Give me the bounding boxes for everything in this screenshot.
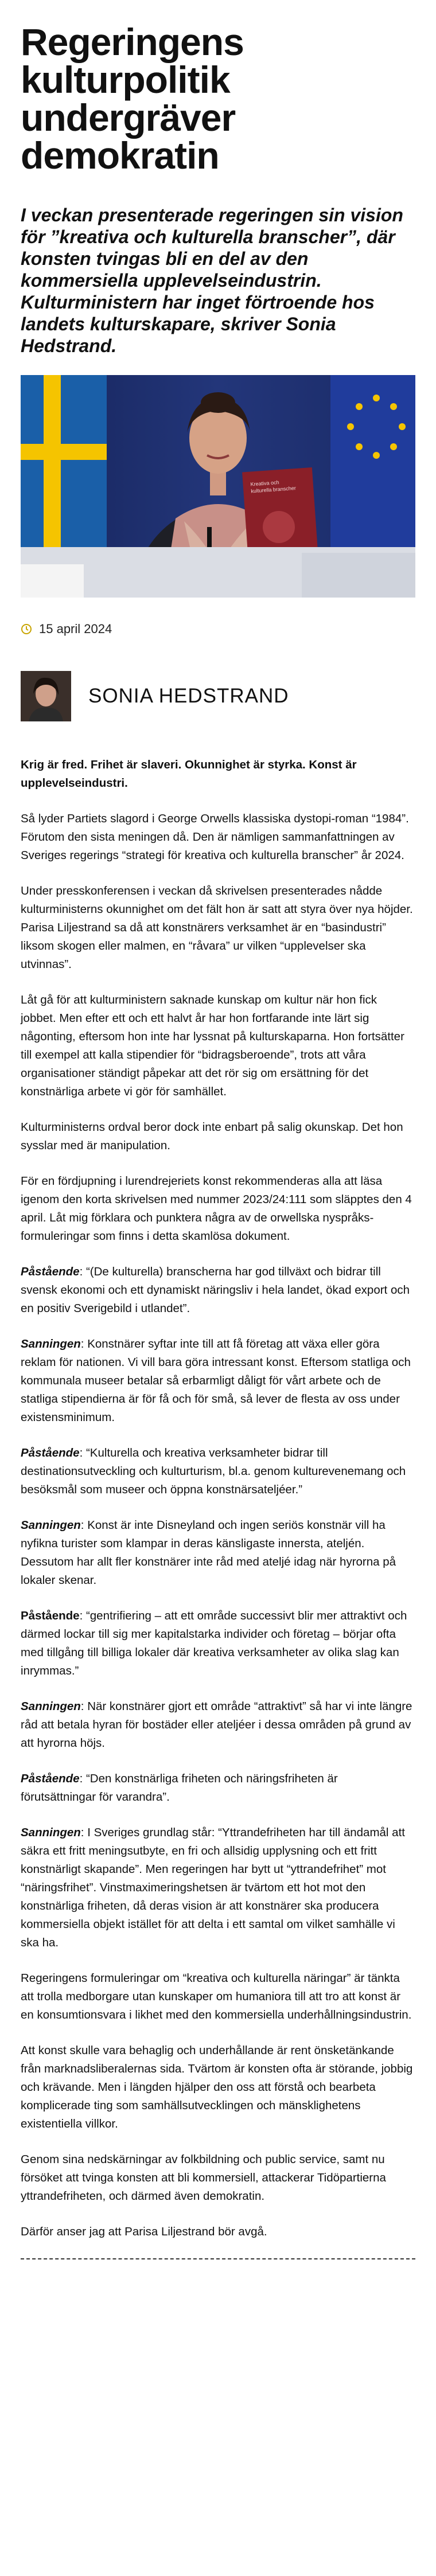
truth-paragraph [21, 1335, 415, 1427]
body-paragraph: Så lyder Partiets slagord i George Orwells klassiska dystopi-roman “1984”. Förutom den sista meningen då. Den är nämligen sammanfattningen av Sveriges regerings “strategi för kreativa och kulturella branscher” år 2024. [21, 812, 409, 862]
svg-text:kulturella branscher: kulturella branscher [251, 485, 297, 494]
claim-paragraph [21, 1770, 415, 1806]
claim-paragraph [21, 1263, 415, 1318]
article-lead: I veckan presenterade regeringen sin vision för ”kreativa och kulturella branscher”, där konsten tvingas bli en del av den kommersiella upplevelseindustrin. Kulturministern har inget förtroende hos landets kulturskapare, skriver Sonia Hedstrand. [21, 205, 403, 356]
publish-date: 15 april 2024 [39, 622, 112, 636]
body-paragraph: Under presskonferensen i veckan då skrivelsen presenterades nådde kulturministerns okunnighet om det fält hon är satt att styra över nya höjder. Parisa Liljestrand sa då att konstnärers verksamhet är en “basindustri” liksom skogen eller malmen, en “råvara” ur vilken “upplevelser ska utvinnas”. [21, 884, 413, 971]
body-paragraph: Genom sina nedskärningar av folkbildning och public service, samt nu försöket att tvinga konsten att bli kommersiell, attackerar Tidöpartierna yttrandefriheten, och därmed även demokratin. [21, 2153, 386, 2203]
body-paragraph: För en fördjupning i lurendrejeriets konst rekommenderas alla att läsa igenom den korta skrivelsen med nummer 2023/24:111 som släpptes den 4 april. Låt mig förklara och punktera några av de orwellska nyspråks-formuleringar som finns i detta skamlösa dokument. [21, 1174, 412, 1243]
body-paragraph: Regeringens formuleringar om “kreativa och kulturella näringar” är tänkta att trolla medborgare utan kunskaper om humaniora till att tro att konst är en konsumtionsvara i likhet med den kommersiella underhållningsindustrin. [21, 1972, 412, 2021]
claim-label: Påstående [21, 1609, 80, 1622]
truth-paragraph [21, 1824, 415, 1952]
article-body [21, 756, 415, 2241]
claim-text: : “(De kulturella) branscherna har god tillväxt och bidrar till svensk ekonomi och ett dynamiskt näringsliv i hela landet, ökad export och en positiv Sverigebild i utlandet”. [21, 1265, 410, 1315]
intro-paragraph: Krig är fred. Frihet är slaveri. Okunnighet är styrka. Konst är upplevelseindustri. [21, 758, 357, 790]
author-name[interactable]: SONIA HEDSTRAND [88, 685, 289, 707]
claim-text: : “Den konstnärliga friheten och näringsfriheten är förutsättningar för varandra”. [21, 1772, 338, 1804]
truth-label: Sanningen [21, 1826, 81, 1839]
laptop-icon [21, 564, 84, 598]
svg-text:Kreativa och: Kreativa och [250, 479, 279, 487]
truth-paragraph [21, 1516, 415, 1590]
body-paragraph: Låt gå för att kulturministern saknade kunskap om kultur när hon fick jobbet. Men efter ett och ett halvt år har hon fortfarande inte lärt sig någonting, eftersom hon inte har lyssnat på kulturskaparna. Hon fortsätter till exempel att kalla stipendier för “bidragsberoende”, trots att våra organisationer ständigt påpekar att det rör sig om ersättning för det konstnärliga arbete vi gör för samhället. [21, 993, 404, 1098]
body-paragraph: Att konst skulle vara behaglig och underhållande är rent önsketänkande från marknadsliberalernas sida. Tvärtom är konsten ofta är störande, jobbig och krävande. Men i längden hjälper den oss att förstå och bearbeta komplicerade ting som samhällsutvecklingen och mänsklighetens existentiella villkor. [21, 2044, 413, 2130]
author-byline [21, 671, 415, 721]
truth-paragraph [21, 1697, 415, 1753]
claim-label: Påstående [21, 1772, 80, 1785]
claim-text: : “Kulturella och kreativa verksamheter bidrar till destinationsutveckling och kulturturism, bl.a. genom kulturevenemang och besöksmål som museer och öppna konstnärsateljéer.” [21, 1446, 406, 1496]
claim-paragraph [21, 1444, 415, 1499]
claim-paragraph [21, 1607, 415, 1680]
body-paragraph: Därför anser jag att Parisa Liljestrand bör avgå. [21, 2225, 267, 2238]
press-conference-photo [21, 375, 415, 598]
truth-text: : I Sveriges grundlag står: “Yttrandefriheten har till ändamål att säkra ett fritt meningsutbyte, en fri och allsidig upplysning och ett fritt konstnärligt skapande”. Men regeringen har bytt ut “yttrandefrihet” mot “näringsfrihet”. Vinstmaximeringshetsen är tvärtom ett hot mot den konstnärliga friheten, då deras vision är att konstnärer ska producera kommersiella objekt istället för att delta i ett samtal om vilket samhälle vi ska ha. [21, 1826, 405, 1949]
truth-label: Sanningen [21, 1337, 81, 1351]
truth-text: : Konst är inte Disneyland och ingen seriös konstnär vill ha nyfikna turister som klampar in deras känsligaste innersta, ateljén. Dessutom har allt fler konstnärer inte råd med ateljé idag när hyrorna på lokaler skenar. [21, 1519, 396, 1587]
claim-label: Påstående [21, 1265, 80, 1278]
eu-flag-icon [330, 375, 415, 547]
claim-text: : “gentrifiering – att ett område successivt blir mer attraktivt och därmed lockar till sig mer kapitalstarka individer och företag – börjar ofta med tillgång till billiga lokaler där kreativa verksamheter av olika slag kan inrymmas.” [21, 1609, 407, 1677]
truth-text: : Konstnärer syftar inte till att få företag att växa eller göra reklam för nationen. Vi vill bara göra intressant konst. Eftersom statliga och kommunala museer betalar så erbarmligt dåligt för vårt arbete och de statliga stipendierna är för få och för små, så lever de flesta av oss under existensminimum. [21, 1337, 411, 1424]
truth-label: Sanningen [21, 1700, 81, 1713]
clock-icon [21, 623, 32, 635]
author-avatar [21, 671, 71, 721]
truth-text: : När konstnärer gjort ett område “attraktivt” så har vi inte längre råd att betala hyran för bostäder eller ateljéer i dessa områden på grund av att hyrorna höjs. [21, 1700, 412, 1750]
hero-image [21, 375, 415, 598]
swedish-flag-icon [21, 375, 107, 547]
body-paragraph: Kulturministerns ordval beror dock inte enbart på salig okunskap. Det hon sysslar med är manipulation. [21, 1121, 403, 1152]
claim-label: Påstående [21, 1446, 80, 1459]
article-title: Regeringens kulturpolitik undergräver demokratin [21, 21, 244, 177]
publish-date-row [21, 622, 415, 637]
truth-label: Sanningen [21, 1519, 81, 1532]
article-divider [21, 2258, 415, 2259]
